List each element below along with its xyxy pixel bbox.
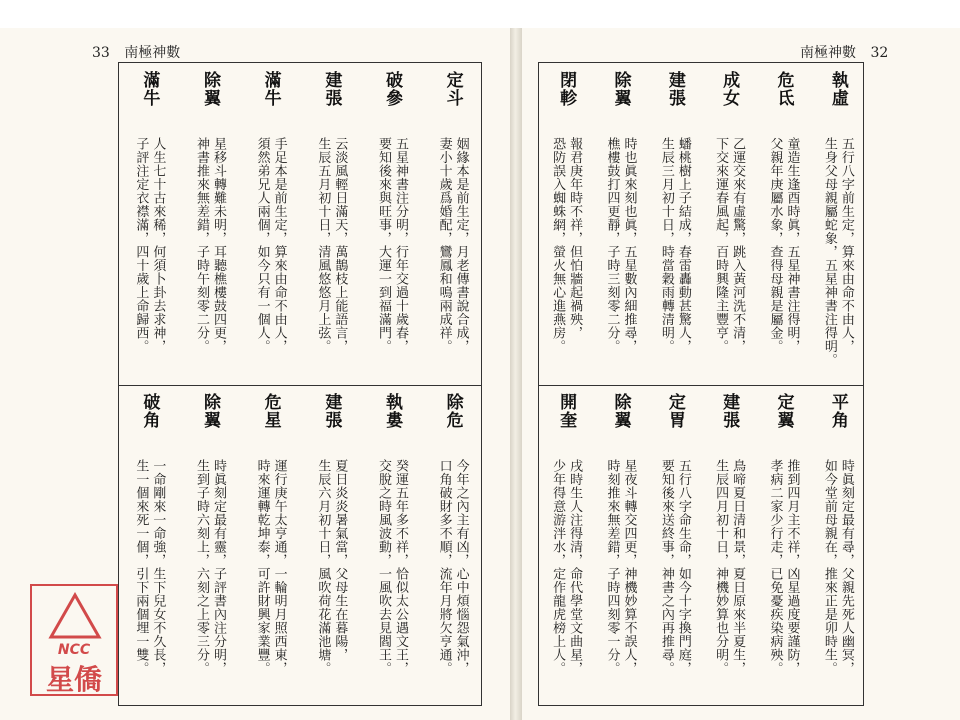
verse-title: 危星 bbox=[260, 393, 281, 429]
verse-entry bbox=[593, 393, 647, 709]
verse-body bbox=[766, 459, 800, 709]
verse-title: 開奎 bbox=[556, 393, 577, 429]
stamp-text: NCC bbox=[57, 642, 91, 658]
verse-line: 運行庚午太亨通，一輪明月照西東， bbox=[271, 459, 287, 675]
verse-body bbox=[821, 137, 855, 387]
verse-line: 鳥啼夏日清和景，夏日原來半夏生， bbox=[730, 459, 746, 675]
verse-body bbox=[132, 137, 166, 387]
verse-entry bbox=[811, 393, 865, 709]
verse-line: 少年得意游泮水，定作龍虎榜上人。 bbox=[550, 459, 566, 675]
verse-line: 童造生逢酉時眞，五星神書注得明， bbox=[784, 137, 800, 353]
verse-line: 子評注定衣襟滿，四十歲上命歸西。 bbox=[133, 137, 149, 353]
verse-line: 須然弟兄人兩個，如今只有一個人。 bbox=[254, 137, 270, 353]
verse-line: 父親年庚屬水象，查得母親是屬金。 bbox=[767, 137, 783, 353]
verse-title: 定斗 bbox=[442, 71, 463, 107]
verse-line: 星夜斗轉交四更，神機妙算不誤人， bbox=[621, 459, 637, 675]
verse-title: 成女 bbox=[719, 71, 740, 107]
verse-line: 孝病二家少行走，已免憂疾染病殃。 bbox=[767, 459, 783, 675]
verse-line: 星移斗轉難未明，耳聽樵樓鼓四更， bbox=[210, 137, 226, 353]
verse-title: 建張 bbox=[321, 393, 342, 429]
verse-line: 生一個來死一個，引下兩個埋一雙。 bbox=[133, 459, 149, 675]
verse-line: 要知後來送終事，神書之內再推尋。 bbox=[658, 459, 674, 675]
verse-line: 生辰三月初十日，時當穀雨轉清明。 bbox=[658, 137, 674, 353]
verse-title: 除翼 bbox=[199, 71, 220, 107]
verse-line: 交脫之時風波動，一風吹去見閻王。 bbox=[375, 459, 391, 675]
book-gutter bbox=[510, 28, 522, 720]
verse-body bbox=[549, 459, 583, 709]
verse-body bbox=[712, 459, 746, 709]
verse-body bbox=[658, 137, 692, 387]
verse-body bbox=[712, 137, 746, 387]
verse-entry bbox=[422, 71, 483, 387]
verse-entry bbox=[539, 71, 593, 387]
verse-body bbox=[132, 459, 166, 709]
verse-title: 平角 bbox=[827, 393, 848, 429]
verse-entry bbox=[180, 71, 241, 387]
verse-title: 定翼 bbox=[773, 393, 794, 429]
verse-title: 破參 bbox=[381, 71, 402, 107]
verse-title: 執虛 bbox=[827, 71, 848, 107]
verse-entry bbox=[648, 71, 702, 387]
verse-body bbox=[193, 459, 227, 709]
verse-body bbox=[436, 137, 470, 387]
verse-line: 時眞刻定最有尋，父親先死人幽冥， bbox=[838, 459, 854, 675]
verse-line: 蟠桃樹上子結成，春雷轟動甚驚人， bbox=[675, 137, 691, 353]
verse-title: 除危 bbox=[442, 393, 463, 429]
verse-line: 戌時生人注得清，命代學堂文曲星， bbox=[567, 459, 583, 675]
verse-line: 五行八字前生定，算來由命不由人， bbox=[838, 137, 854, 353]
verse-line: 人生七十古來稀，何須卜卦去求神， bbox=[150, 137, 166, 353]
verse-line: 如今堂前母親在，推來正是卯時生。 bbox=[821, 459, 837, 675]
verse-title: 除翼 bbox=[199, 393, 220, 429]
verse-line: 口角破財多不順，流年月將欠亨通。 bbox=[436, 459, 452, 675]
verse-line: 時刻推來無差錯，子時四刻零一分。 bbox=[604, 459, 620, 675]
verse-line: 姻緣本是前生定，月老傳書說合成， bbox=[453, 137, 469, 353]
verse-entry bbox=[362, 393, 423, 709]
left-page-frame bbox=[118, 62, 482, 706]
verse-line: 五星神書注分明，行年交過十歲春， bbox=[392, 137, 408, 353]
verse-line: 一命剛來一命強，生下兒女不久長， bbox=[150, 459, 166, 675]
verse-title: 滿牛 bbox=[260, 71, 281, 107]
verse-body bbox=[314, 459, 348, 709]
verse-title: 建張 bbox=[664, 71, 685, 107]
right-book-title: 南極神數 bbox=[800, 45, 856, 61]
verse-line: 神書推來無差錯，子時午刻零二分。 bbox=[193, 137, 209, 353]
verse-entry bbox=[301, 71, 362, 387]
verse-body bbox=[375, 137, 409, 387]
verse-body bbox=[314, 137, 348, 387]
verse-entry bbox=[648, 393, 702, 709]
verse-title: 除翼 bbox=[610, 71, 631, 107]
verse-title: 滿牛 bbox=[139, 71, 160, 107]
verse-title: 執婁 bbox=[381, 393, 402, 429]
verse-line: 妻小十歲爲婚配，鸞鳳和鳴兩成祥。 bbox=[436, 137, 452, 353]
right-page-frame bbox=[538, 62, 864, 706]
triangle-logo-icon bbox=[48, 592, 102, 640]
verse-line: 云淡風輕日滿天，萬鵲枝上能語言， bbox=[332, 137, 348, 353]
verse-line: 生到子時六刻上，六刻之上零三分。 bbox=[193, 459, 209, 675]
verse-line: 癸運五年多不祥，恰似太公遇文王， bbox=[392, 459, 408, 675]
verse-entry bbox=[180, 393, 241, 709]
verse-line: 今年之內主有凶，心中煩惱怨氣沖， bbox=[453, 459, 469, 675]
verse-entry bbox=[240, 71, 301, 387]
verse-body bbox=[658, 459, 692, 709]
verse-entry bbox=[756, 71, 810, 387]
verse-title: 定胃 bbox=[664, 393, 685, 429]
verse-body bbox=[821, 459, 855, 709]
verse-title: 破角 bbox=[139, 393, 160, 429]
verse-line: 時也眞來刻也眞，五星數內細推尋， bbox=[621, 137, 637, 353]
verse-line: 手足本是前生定，算來由命不由人， bbox=[271, 137, 287, 353]
verse-line: 五行八字命生命，如今十字換門庭， bbox=[675, 459, 691, 675]
verse-entry bbox=[593, 71, 647, 387]
verse-line: 夏日炎炎暑氣當，父母生在暮陽， bbox=[332, 459, 348, 662]
verse-body bbox=[766, 137, 800, 387]
right-page-header bbox=[800, 42, 888, 62]
verse-entry bbox=[240, 393, 301, 709]
verse-entry bbox=[301, 393, 362, 709]
verse-entry bbox=[119, 71, 180, 387]
verse-line: 生辰四月初十日，神機妙算也分明。 bbox=[713, 459, 729, 675]
ncc-watermark-stamp bbox=[30, 584, 118, 696]
left-page-header bbox=[92, 42, 180, 62]
verse-line: 生辰五月初十日，清風悠悠月上弦。 bbox=[315, 137, 331, 353]
verse-line: 恐防誤入蜘蛛網，螢火無心進燕房。 bbox=[550, 137, 566, 353]
verse-body bbox=[603, 137, 637, 387]
verse-entry bbox=[119, 393, 180, 709]
verse-line: 生辰六月初十日，風吹荷花滿池塘。 bbox=[315, 459, 331, 675]
verse-title: 危氐 bbox=[773, 71, 794, 107]
verse-body bbox=[603, 459, 637, 709]
left-book-title: 南極神數 bbox=[124, 45, 181, 61]
verse-entry bbox=[702, 393, 756, 709]
verse-entry bbox=[756, 393, 810, 709]
verse-title: 除翼 bbox=[610, 393, 631, 429]
stamp-name: 星僑 bbox=[45, 663, 102, 696]
verse-body bbox=[549, 137, 583, 387]
verse-body bbox=[375, 459, 409, 709]
verse-line: 下交來運春風起，百時興隆主豐亨。 bbox=[713, 137, 729, 353]
verse-title: 建張 bbox=[321, 71, 342, 107]
verse-entry bbox=[811, 71, 865, 387]
verse-body bbox=[254, 137, 288, 387]
verse-line: 時眞刻定最有靈，子評書內注分明， bbox=[210, 459, 226, 675]
verse-entry bbox=[362, 71, 423, 387]
verse-line: 乙運交來有虛驚，跳入黃河洗不清， bbox=[730, 137, 746, 353]
verse-entry bbox=[702, 71, 756, 387]
verse-entry bbox=[539, 393, 593, 709]
verse-title: 建張 bbox=[719, 393, 740, 429]
verse-line: 推到四月主不祥，凶星過度要謹防， bbox=[784, 459, 800, 675]
verse-line: 樵樓鼓打四更靜，子時三刻零二分。 bbox=[604, 137, 620, 353]
verse-line: 要知後來與旺事，大運一到福滿門。 bbox=[375, 137, 391, 353]
verse-line: 報君庚年時不祥，但怕牆起禍殃， bbox=[567, 137, 583, 340]
verse-body bbox=[436, 459, 470, 709]
verse-line: 生身父母親屬蛇象，五星神書注得明。 bbox=[821, 137, 837, 367]
verse-body bbox=[193, 137, 227, 387]
verse-line: 時來運轉乾坤泰，可許財興家業豐。 bbox=[254, 459, 270, 675]
left-page-number: 33 bbox=[92, 45, 110, 61]
verse-entry bbox=[422, 393, 483, 709]
verse-title: 閉軫 bbox=[556, 71, 577, 107]
right-page-number: 32 bbox=[870, 45, 889, 61]
verse-body bbox=[254, 459, 288, 709]
